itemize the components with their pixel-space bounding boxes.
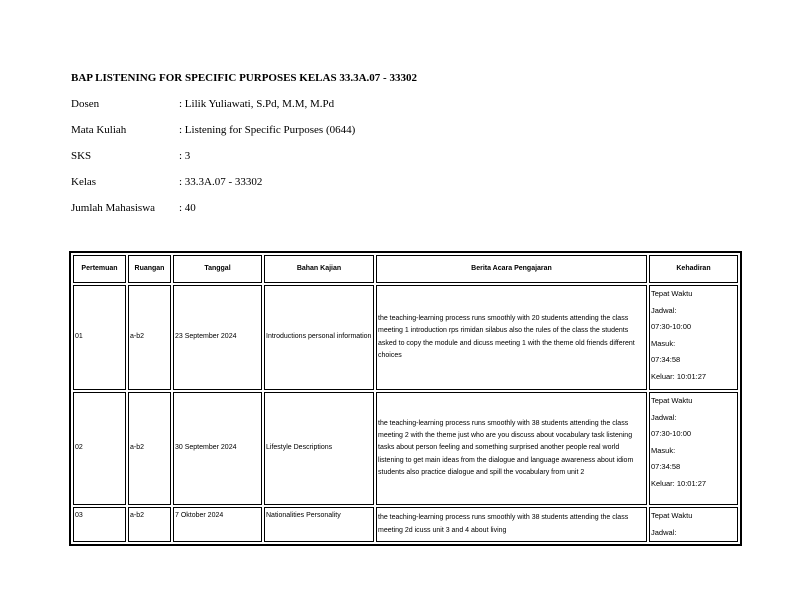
cell-ruangan: a-b2 <box>128 507 171 542</box>
kehadiran-masuk-label: Masuk: <box>651 338 676 348</box>
kehadiran-jadwal-label: Jadwal: <box>651 305 677 315</box>
cell-berita-acara: the teaching-learning process runs smoothly with 38 students attending the class meeting 2d icuss unit 3 and 4 about living <box>376 507 647 542</box>
kehadiran-jadwal-label: Jadwal: <box>651 412 677 422</box>
header-tanggal: Tanggal <box>173 255 262 283</box>
cell-tanggal: 7 Oktober 2024 <box>173 507 262 542</box>
info-value: : 33.3A.07 - 33302 <box>179 176 263 188</box>
kehadiran-jadwal-value: 07:30-10:00 <box>651 322 692 332</box>
info-label: SKS <box>71 150 92 162</box>
cell-pertemuan: 01 <box>73 285 126 390</box>
info-value: : Listening for Specific Purposes (0644) <box>179 124 356 136</box>
header-bahan-kajian: Bahan Kajian <box>264 255 374 283</box>
cell-tanggal: 23 September 2024 <box>173 285 262 390</box>
info-value: : 3 <box>179 150 191 162</box>
kehadiran-masuk-value: 07:34:58 <box>651 462 681 472</box>
kehadiran-keluar: Keluar: 10:01:27 <box>651 478 707 488</box>
header-pertemuan: Pertemuan <box>73 255 126 283</box>
table-row <box>73 507 738 542</box>
bap-table <box>69 251 742 546</box>
header-kehadiran: Kehadiran <box>649 255 738 283</box>
kehadiran-jadwal-label: Jadwal: <box>651 527 677 537</box>
info-label: Jumlah Mahasiswa <box>71 202 156 214</box>
kehadiran-masuk-label: Masuk: <box>651 445 676 455</box>
kehadiran-masuk-value: 07:34:58 <box>651 355 681 365</box>
cell-pertemuan: 02 <box>73 392 126 505</box>
cell-tanggal: 30 September 2024 <box>173 392 262 505</box>
header-ruangan: Ruangan <box>128 255 171 283</box>
table-row <box>73 285 738 390</box>
cell-berita-acara: the teaching-learning process runs smoothly with 20 students attending the class meeting 1 introduction rps rimidan silabus also the rules of the class the students asked to copy the module and dicuss meeting 1 with the theme old friends different choices <box>376 285 647 390</box>
info-value: : 40 <box>179 202 196 214</box>
document-title: BAP LISTENING FOR SPECIFIC PURPOSES KELAS 33.3A.07 - 33302 <box>71 72 417 84</box>
cell-kehadiran <box>649 392 738 505</box>
info-label: Kelas <box>71 176 97 188</box>
kehadiran-status: Tepat Waktu <box>651 289 693 298</box>
cell-berita-acara: the teaching-learning process runs smoothly with 38 students attending the class meeting 2 with the theme just who are you discuss about vocabulary task listening tasks about person feeling and something surprised another people real world listening to get main ideas from the dialogue and language awareness about idiom students also practice dialogue and spill the vocabulary from unit 2 <box>376 392 647 505</box>
info-label: Dosen <box>71 98 100 110</box>
kehadiran-status: Tepat Waktu <box>651 511 693 520</box>
cell-ruangan: a-b2 <box>128 285 171 390</box>
table-header-row <box>73 255 738 283</box>
cell-kehadiran <box>649 285 738 390</box>
kehadiran-keluar: Keluar: 10:01:27 <box>651 371 707 381</box>
cell-bahan-kajian: Introductions personal information <box>264 285 374 390</box>
cell-bahan-kajian: Lifestyle Descriptions <box>264 392 374 505</box>
cell-bahan-kajian: Nationalities Personality <box>264 507 374 542</box>
kehadiran-status: Tepat Waktu <box>651 396 693 405</box>
cell-kehadiran <box>649 507 738 542</box>
table-row <box>73 392 738 505</box>
kehadiran-jadwal-value: 07:30-10:00 <box>651 429 692 439</box>
info-value: : Lilik Yuliawati, S.Pd, M.M, M.Pd <box>179 98 335 110</box>
info-label: Mata Kuliah <box>71 124 127 136</box>
cell-pertemuan: 03 <box>73 507 126 542</box>
cell-ruangan: a-b2 <box>128 392 171 505</box>
header-berita-acara: Berita Acara Pengajaran <box>376 255 647 283</box>
